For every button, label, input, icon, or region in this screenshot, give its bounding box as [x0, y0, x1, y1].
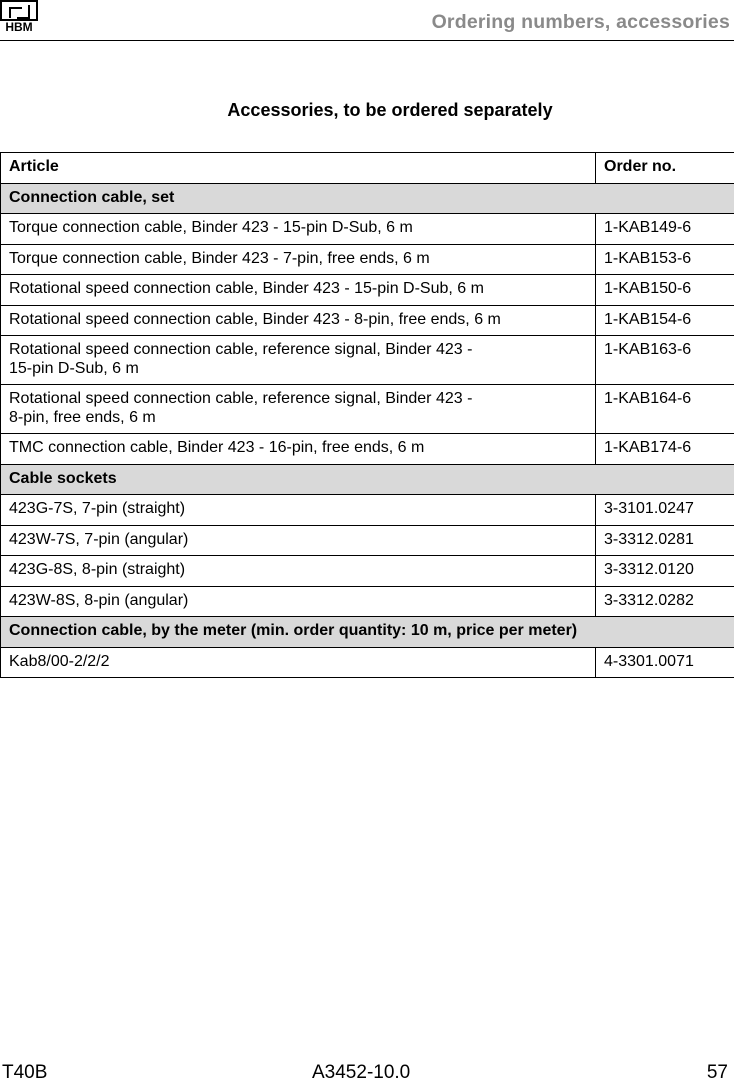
article-cell: Rotational speed connection cable, reference signal, Binder 423 - 15-pin D-Sub, 6 m: [1, 336, 596, 385]
footer-page-number: 57: [706, 1062, 728, 1083]
article-cell: Rotational speed connection cable, reference signal, Binder 423 - 8-pin, free ends, 6 m: [1, 385, 596, 434]
order-number-cell: 1-KAB150-6: [596, 275, 734, 306]
page-header-title: Ordering numbers, accessories: [431, 11, 730, 33]
order-number-cell: 1-KAB154-6: [596, 305, 734, 336]
table-row: [1, 385, 734, 434]
table-row: [1, 305, 734, 336]
column-header-article: Article: [1, 153, 596, 184]
article-cell: TMC connection cable, Binder 423 - 16-pin, free ends, 6 m: [1, 434, 596, 465]
article-cell: 423W-7S, 7-pin (angular): [1, 525, 596, 556]
order-number-cell: 3-3312.0281: [596, 525, 734, 556]
column-header-order-no: Order no.: [596, 153, 734, 184]
article-cell: 423G-8S, 8-pin (straight): [1, 556, 596, 587]
table-group-row: [1, 464, 734, 495]
article-cell: 423G-7S, 7-pin (straight): [1, 495, 596, 526]
footer-document-name: T40B: [2, 1062, 48, 1083]
hbm-logo-text: HBM: [5, 20, 33, 32]
table-row: [1, 556, 734, 587]
table-row: [1, 495, 734, 526]
header-divider: [0, 40, 734, 41]
order-number-cell: 1-KAB153-6: [596, 244, 734, 275]
article-cell: 423W-8S, 8-pin (angular): [1, 586, 596, 617]
accessories-table: [0, 152, 734, 678]
article-cell: Kab8/00-2/2/2: [1, 647, 596, 678]
group-title: Connection cable, by the meter (min. order quantity: 10 m, price per meter): [1, 617, 734, 648]
section-title: Accessories, to be ordered separately: [227, 100, 553, 120]
order-number-cell: 4-3301.0071: [596, 647, 734, 678]
article-cell: Torque connection cable, Binder 423 - 7-pin, free ends, 6 m: [1, 244, 596, 275]
article-cell: Rotational speed connection cable, Binder 423 - 15-pin D-Sub, 6 m: [1, 275, 596, 306]
order-number-cell: 3-3312.0282: [596, 586, 734, 617]
table-row: [1, 336, 734, 385]
order-number-cell: 1-KAB174-6: [596, 434, 734, 465]
order-number-cell: 1-KAB163-6: [596, 336, 734, 385]
group-title: Connection cable, set: [1, 183, 734, 214]
table-group-row: [1, 183, 734, 214]
group-title: Cable sockets: [1, 464, 734, 495]
table-row: [1, 525, 734, 556]
table-row: [1, 275, 734, 306]
table-header-row: [1, 153, 734, 184]
table-row: [1, 244, 734, 275]
order-number-cell: 1-KAB149-6: [596, 214, 734, 245]
table-group-row: [1, 617, 734, 648]
table-row: [1, 586, 734, 617]
table-row: [1, 647, 734, 678]
article-cell: Torque connection cable, Binder 423 - 15-pin D-Sub, 6 m: [1, 214, 596, 245]
order-number-cell: 1-KAB164-6: [596, 385, 734, 434]
table-row: [1, 214, 734, 245]
hbm-logo: [0, 0, 38, 32]
table-row: [1, 434, 734, 465]
order-number-cell: 3-3312.0120: [596, 556, 734, 587]
article-cell: Rotational speed connection cable, Binder 423 - 8-pin, free ends, 6 m: [1, 305, 596, 336]
order-number-cell: 3-3101.0247: [596, 495, 734, 526]
footer-document-number: A3452-10.0: [312, 1062, 411, 1083]
